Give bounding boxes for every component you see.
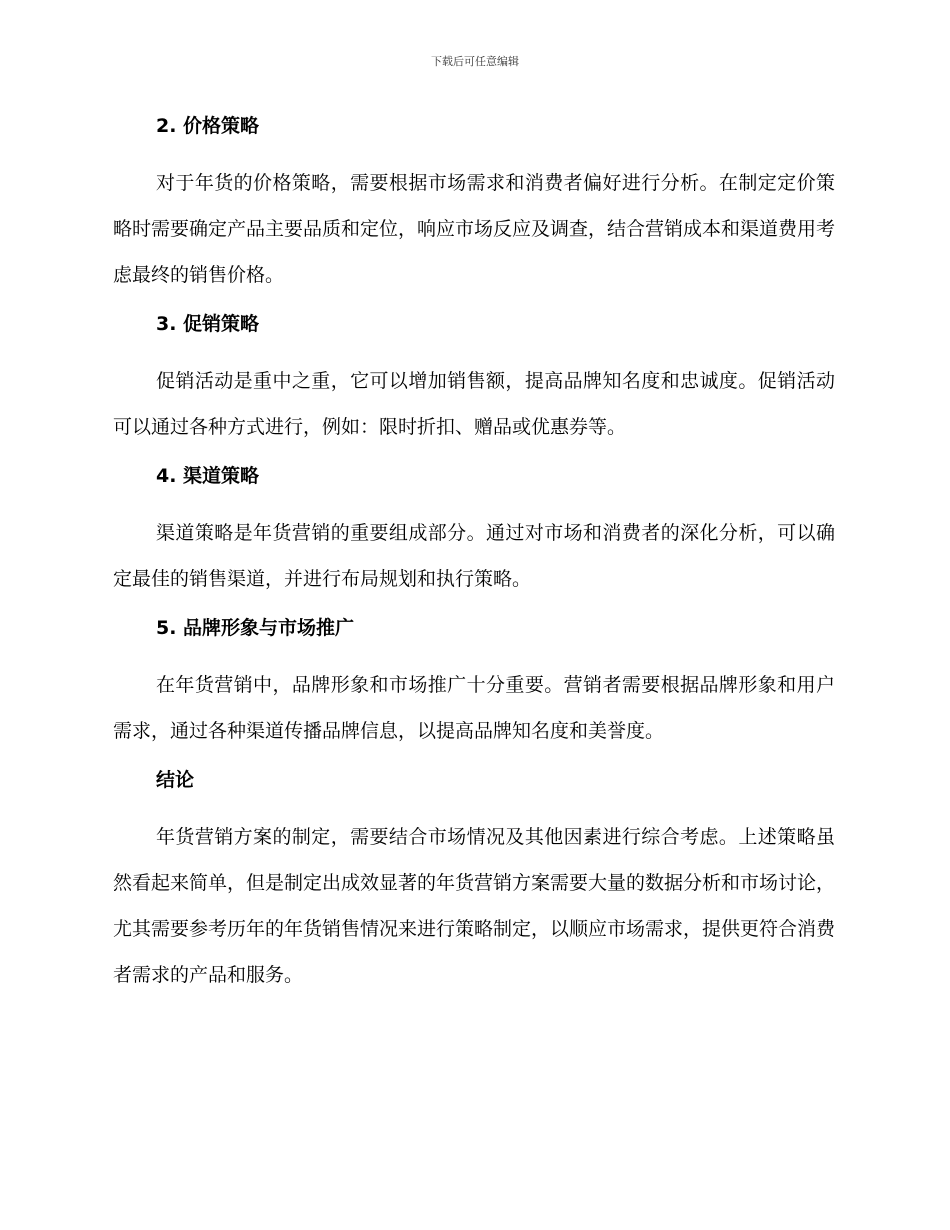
section-pricing-strategy xyxy=(113,112,835,298)
page-header: 下载后可任意编辑 xyxy=(431,55,519,68)
section-channel-strategy xyxy=(113,462,835,602)
section-promotion-strategy xyxy=(113,310,835,450)
section-conclusion xyxy=(113,766,835,998)
section-paragraph: 渠道策略是年货营销的重要组成部分。通过对市场和消费者的深化分析，可以确定最佳的销售渠道，并进行布局规划和执行策略。 xyxy=(113,522,835,590)
section-paragraph: 促销活动是重中之重，它可以增加销售额，提高品牌知名度和忠诚度。促销活动可以通过各种方式进行，例如：限时折扣、赠品或优惠券等。 xyxy=(113,370,835,438)
section-heading: 3. 促销策略 xyxy=(156,313,260,335)
document-body xyxy=(113,112,835,1010)
section-heading: 结论 xyxy=(156,769,195,791)
section-paragraph: 在年货营销中，品牌形象和市场推广十分重要。营销者需要根据品牌形象和用户需求，通过各种渠道传播品牌信息，以提高品牌知名度和美誉度。 xyxy=(113,674,835,742)
section-heading: 2. 价格策略 xyxy=(156,115,260,137)
section-heading: 5. 品牌形象与市场推广 xyxy=(156,617,355,639)
section-brand-promotion xyxy=(113,614,835,754)
section-paragraph: 对于年货的价格策略，需要根据市场需求和消费者偏好进行分析。在制定定价策略时需要确定产品主要品质和定位，响应市场反应及调查，结合营销成本和渠道费用考虑最终的销售价格。 xyxy=(113,172,836,286)
section-heading: 4. 渠道策略 xyxy=(156,465,260,487)
section-paragraph: 年货营销方案的制定，需要结合市场情况及其他因素进行综合考虑。上述策略虽然看起来简单，但是制定出成效显著的年货营销方案需要大量的数据分析和市场讨论，尤其需要参考历年的年货销售情况来进行策略制定，以顺应市场需求，提供更符合消费者需求的产品和服务。 xyxy=(113,826,836,986)
